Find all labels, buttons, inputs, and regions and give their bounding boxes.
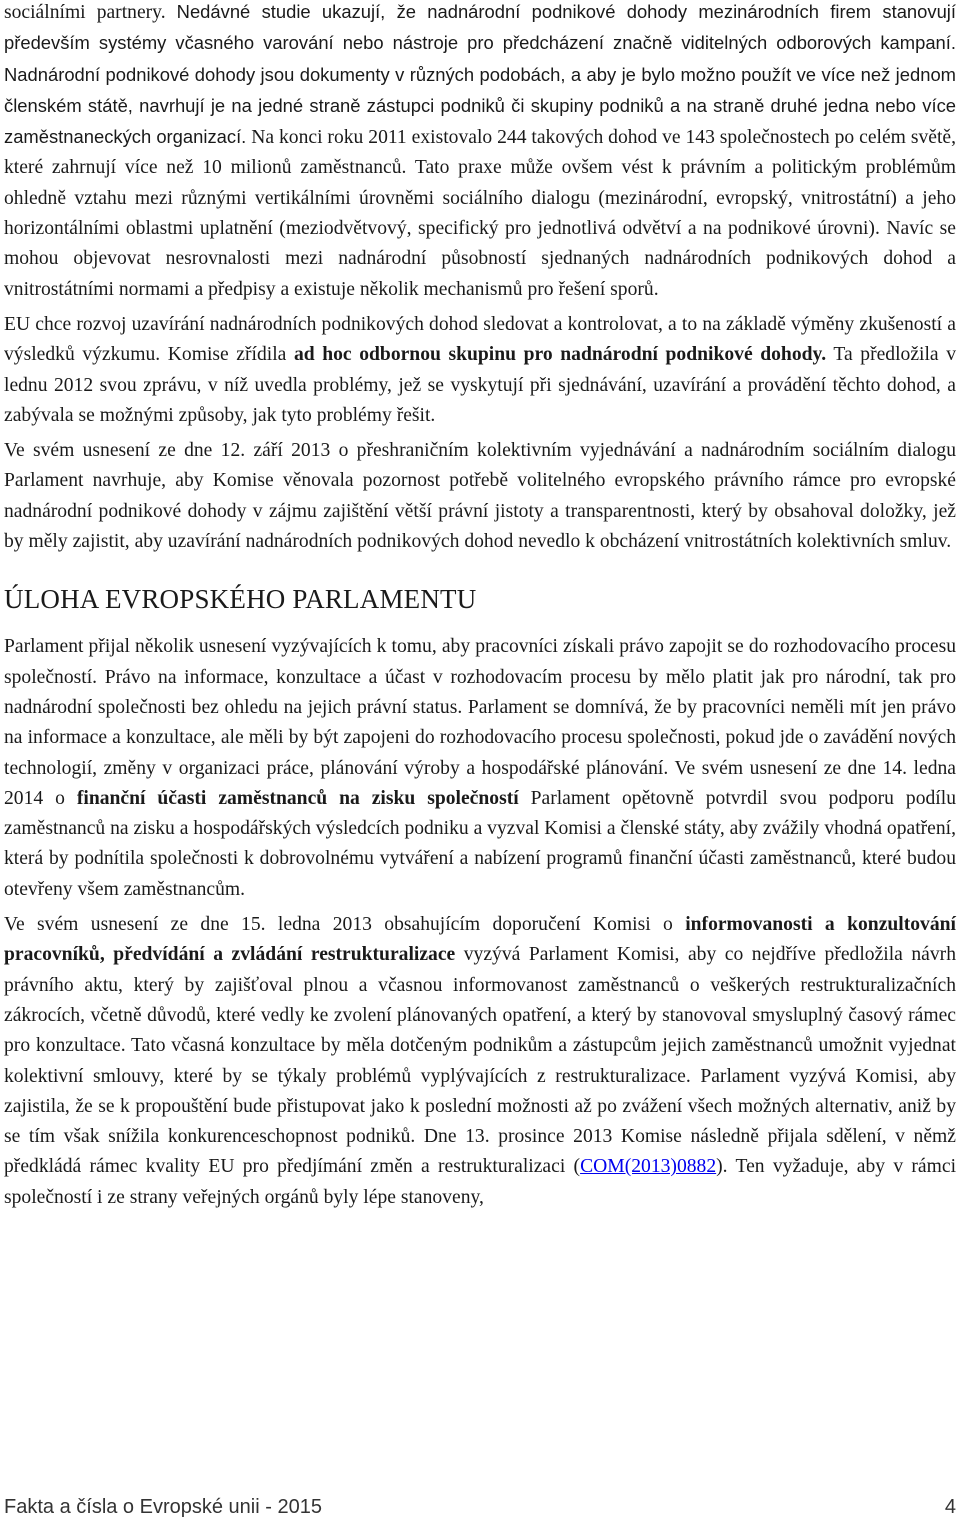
- bold-phrase-expert-group: ad hoc odbornou skupinu pro nadnárodní podnikové dohody.: [293, 344, 827, 366]
- paragraph-text: Tato praxe může ovšem vést k právním a politickým problémům ohledně vztahu mezi různými vertikálními úrovněmi sociálního dialogu (mezinárodní, evropský, vnitrostátní) a jeho horizontálními oblastmi uplatnění (meziodvětvový, specifický pro jednotlivá odvětví a na podnikové úrovni). Navíc se mohou objevovat nesrovnalosti mezi nadnárodní působností sjednaných nadnárodních podnikových dohod a vnitrostátními normami a předpisy a existuje několik mechanismů pro řešení sporů.: [4, 157, 956, 300]
- paragraph-transnational-agreements: [4, 0, 956, 305]
- paragraph-text: Ta předložila v lednu 2012 svou zprávu, v níž uvedla problémy, jež se vyskytují při sjednávání, uzavírání a provádění těchto dohod, a zabývala se možnými způsoby, jak tyto problémy řešit.: [4, 344, 956, 426]
- paragraph-restructuring: [4, 910, 956, 1213]
- paragraph-text: vyzývá Parlament Komisi, aby co nejdříve předložila návrh právního aktu, který by zajišťoval plnou a včasnou informovanost zaměstnanců o veškerých restrukturalizačních zákrocích, včetně důvodů, které vedly ke zvolení plánovaných opatření, a který by stanovoval smysluplný časový rámec pro konzultace. Tato včasná konzultace by měla dotčeným podnikům a zástupcům jejich zaměstnanců umožnit vyjednat kolektivní smlouvy, které by se týkaly problémů vyplývajících z restrukturalizace. Parlament vyzývá Komisi, aby zajistila, že se k propouštění bude přistupovat jako k poslední možnosti až po zvážení všech možných alternativ, aniž by se tím však snížila konkurenceschopnost podniků. Dne 13. prosince 2013 Komise následně přijala sdělení, v němž předkládá rámec kvality EU pro předjímání změn a restrukturalizaci (: [4, 944, 956, 1178]
- paragraph-parliament-resolutions: [4, 632, 956, 905]
- paragraph-text: ). Ten vyžaduje, aby v rámci společností i ze strany veřejných orgánů byly lépe stanoveny,: [4, 1156, 957, 1208]
- paragraph-text: Ve svém usnesení ze dne 15. ledna 2013 obsahujícím doporučení Komisi o: [4, 914, 686, 936]
- page-footer: [0, 1496, 960, 1519]
- paragraph-eu-monitoring: [4, 310, 956, 431]
- paragraph-text: EU chce rozvoj uzavírání nadnárodních podnikových dohod sledovat a kontrolovat, a to na základě výměny zkušeností a výsledků výzkumu. Komise zřídila: [4, 313, 956, 366]
- section-heading: ÚLOHA EVROPSKÉHO PARLAMENTU: [4, 584, 477, 615]
- bold-phrase-financial-participation: finanční účasti zaměstnanců na zisku společností: [76, 787, 519, 809]
- paragraph-text: Nedávné studie ukazují, že nadnárodní podnikové dohody mezinárodních firem stanovují především systémy včasného varování nebo nástroje pro předcházení značně viditelných odborových kampaní.: [4, 1, 956, 54]
- bold-phrase-restructuring: informovanosti a konzultování pracovníků, předvídání a zvládání restrukturalizace: [4, 914, 956, 966]
- page-number: 4: [944, 1496, 956, 1518]
- paragraph-text: Parlament opětovně potvrdil svou podporu podílu zaměstnanců na zisku a hospodářských výsledcích podniku a vyzval Komisi a členské státy, aby zvážily vhodná opatření, která by podnítila společnosti k dobrovolnému vytváření a nabízení programů finanční účasti zaměstnanců, které budou otevřeny všem zaměstnancům.: [4, 787, 957, 900]
- footer-title: Fakta a čísla o Evropské unii - 2015: [4, 1496, 322, 1518]
- document-page: [4, 0, 956, 1213]
- paragraph-text: sociálními partnery.: [4, 2, 177, 23]
- com-document-link[interactable]: COM(2013)0882: [580, 1156, 717, 1178]
- paragraph-text: Nadnárodní podnikové dohody jsou dokumenty v různých podobách, a aby je bylo možno použít ve více než jednom členském státě, navrhují je na jedné straně zástupci podniků či skupiny podniků a na straně druhé jedna nebo více zaměstnaneckých organizací.: [4, 63, 956, 148]
- paragraph-resolution-2013: [4, 436, 956, 557]
- paragraph-text: Na konci roku 2011 existovalo 244 takových dohod ve 143 společnostech po celém světě, které zahrnují více než 10 milionů zaměstnanců.: [4, 127, 956, 179]
- paragraph-text: Parlament přijal několik usnesení vyzývajících k tomu, aby pracovníci získali právo zapojit se do rozhodovacího procesu společností. Právo na informace, konzultace a účast v rozhodovacím procesu by mělo platit jak pro národní, tak pro nadnárodní společnosti bez ohledu na jejich právní status. Parlament se domnívá, že by pracovníci neměli mít jen právo na informace a konzultace, ale měli by být zapojeni do rozhodovacího procesu společnosti, pokud jde o zavádění nových technologií, změny v organizaci práce, plánování výroby a hospodářské plánování. Ve svém usnesení ze dne 14. ledna 2014 o: [4, 636, 956, 809]
- paragraph-text: Ve svém usnesení ze dne 12. září 2013 o přeshraničním kolektivním vyjednávání a nadnárodním sociálním dialogu Parlament navrhuje, aby Komise věnovala pozornost potřebě volitelného evropského právního rámce pro evropské nadnárodní podnikové dohody v zájmu zajištění větší právní jistoty a transparentnosti, který by obsahoval doložky, jež by měly zajistit, aby uzavírání nadnárodních podnikových dohod nevedlo k obcházení vnitrostátních kolektivních smluv.: [4, 440, 956, 553]
